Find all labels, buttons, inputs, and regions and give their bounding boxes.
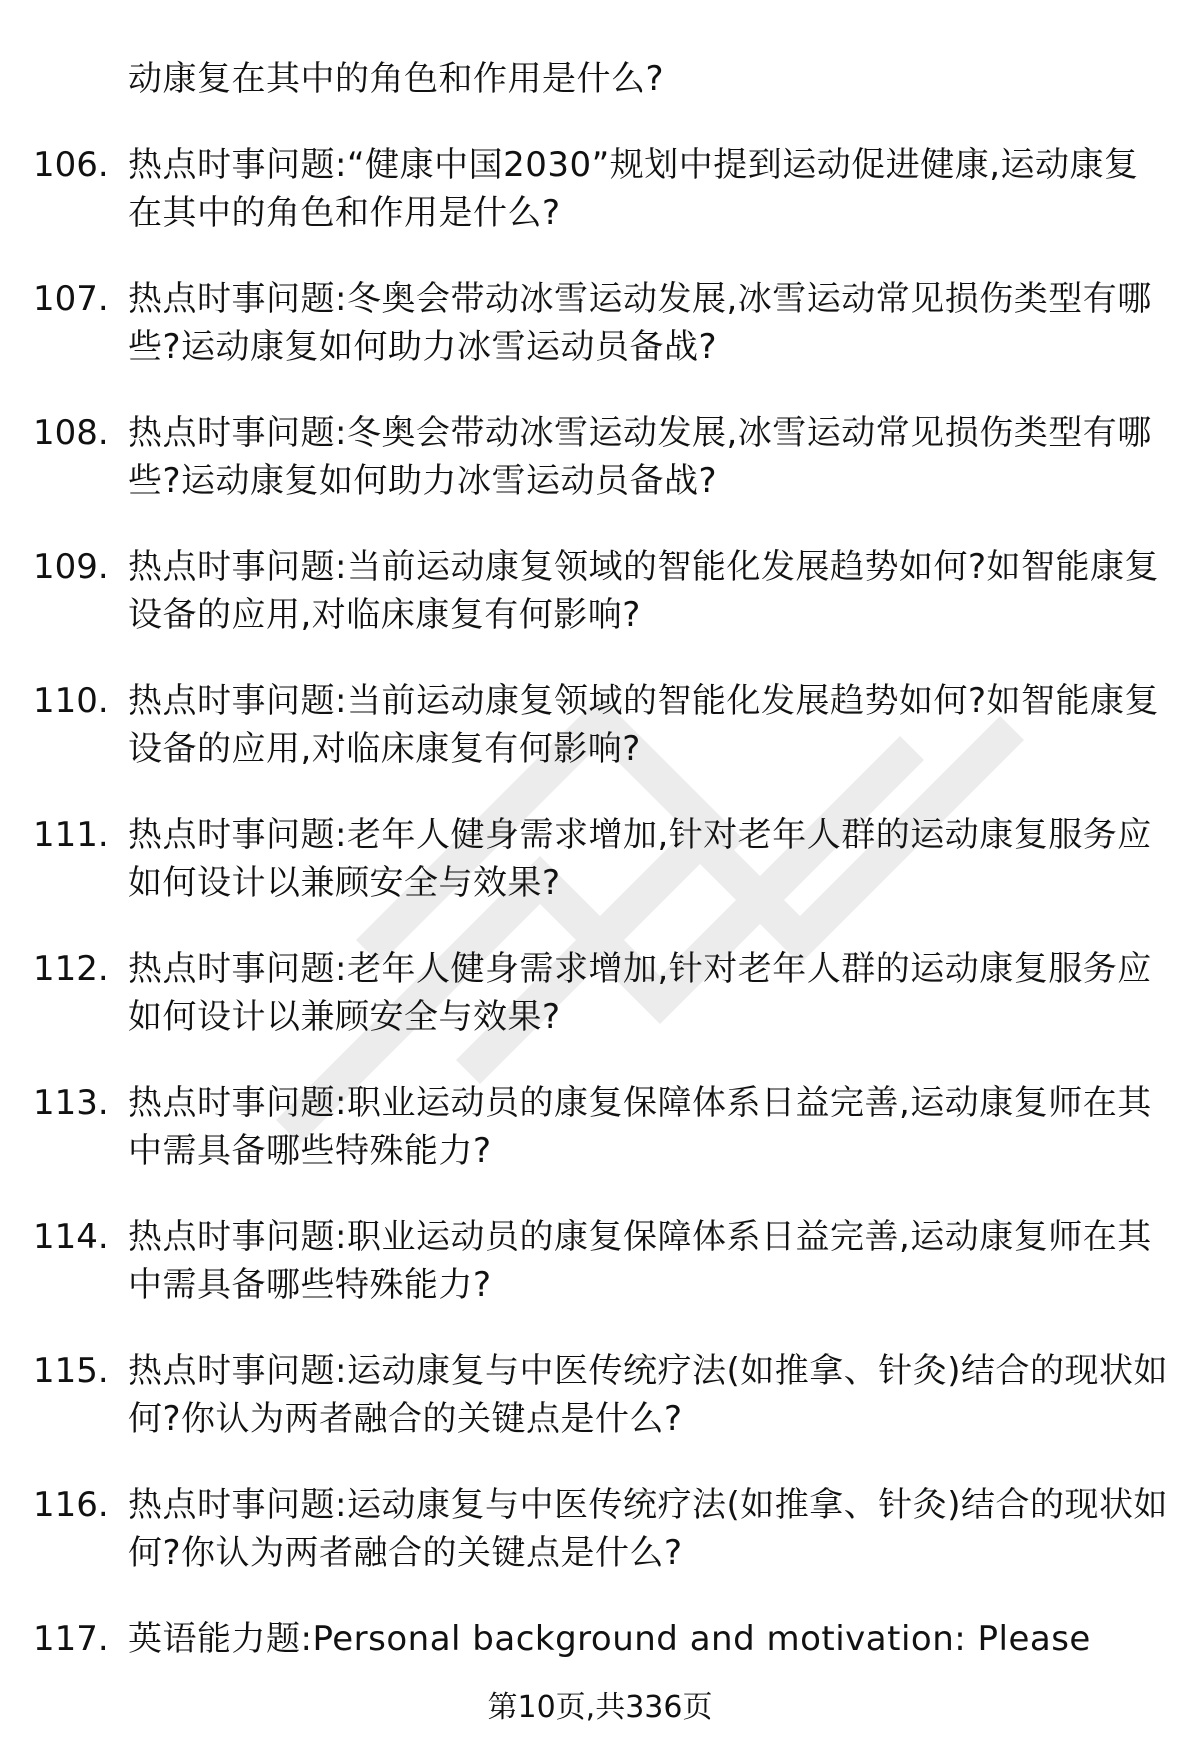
list-item: [0, 1481, 1200, 1577]
item-number: 110.: [33, 681, 109, 721]
item-number: 117.: [33, 1619, 109, 1659]
item-number: 114.: [33, 1217, 109, 1257]
list-item: [0, 945, 1200, 1041]
item-number: 113.: [33, 1083, 109, 1123]
item-number: 109.: [33, 547, 109, 587]
item-text: 英语能力题:Personal background and motivation: Please: [128, 1619, 1091, 1659]
item-text: 热点时事问题:当前运动康复领域的智能化发展趋势如何?如智能康复设备的应用,对临床康复有何影响?: [128, 681, 1159, 769]
list-item: [0, 409, 1200, 505]
item-text: 热点时事问题:冬奥会带动冰雪运动发展,冰雪运动常见损伤类型有哪些?运动康复如何助力冰雪运动员备战?: [128, 413, 1152, 501]
list-item: [0, 1213, 1200, 1309]
item-text: 热点时事问题:运动康复与中医传统疗法(如推拿、针灸)结合的现状如何?你认为两者融合的关键点是什么?: [128, 1351, 1168, 1439]
item-text: 热点时事问题:职业运动员的康复保障体系日益完善,运动康复师在其中需具备哪些特殊能力?: [128, 1083, 1152, 1171]
page-footer: 第10页,共336页: [487, 1690, 713, 1725]
item-text: 热点时事问题:运动康复与中医传统疗法(如推拿、针灸)结合的现状如何?你认为两者融合的关键点是什么?: [128, 1485, 1168, 1573]
item-text: 热点时事问题:老年人健身需求增加,针对老年人群的运动康复服务应如何设计以兼顾安全与效果?: [128, 949, 1152, 1037]
question-list: [0, 55, 1200, 1701]
item-text: 热点时事问题:当前运动康复领域的智能化发展趋势如何?如智能康复设备的应用,对临床康复有何影响?: [128, 547, 1159, 635]
list-item: [0, 811, 1200, 907]
list-item: [0, 677, 1200, 773]
list-item: [0, 275, 1200, 371]
item-text: 动康复在其中的角色和作用是什么?: [128, 59, 665, 99]
list-item: [0, 1079, 1200, 1175]
item-text: 热点时事问题:职业运动员的康复保障体系日益完善,运动康复师在其中需具备哪些特殊能力?: [128, 1217, 1152, 1305]
item-text: 热点时事问题:冬奥会带动冰雪运动发展,冰雪运动常见损伤类型有哪些?运动康复如何助力冰雪运动员备战?: [128, 279, 1152, 367]
list-item: [0, 1615, 1200, 1663]
item-number: 107.: [33, 279, 109, 319]
item-number: 115.: [33, 1351, 109, 1391]
item-text: 热点时事问题:“健康中国2030”规划中提到运动促进健康,运动康复在其中的角色和作用是什么?: [128, 145, 1139, 233]
item-text: 热点时事问题:老年人健身需求增加,针对老年人群的运动康复服务应如何设计以兼顾安全与效果?: [128, 815, 1152, 903]
item-number: 106.: [33, 145, 109, 185]
item-number: 108.: [33, 413, 109, 453]
list-item: [0, 141, 1200, 237]
item-number: 111.: [33, 815, 109, 855]
list-item: [0, 543, 1200, 639]
item-number: 112.: [33, 949, 109, 989]
list-item: [0, 55, 1200, 103]
item-number: 116.: [33, 1485, 109, 1525]
list-item: [0, 1347, 1200, 1443]
